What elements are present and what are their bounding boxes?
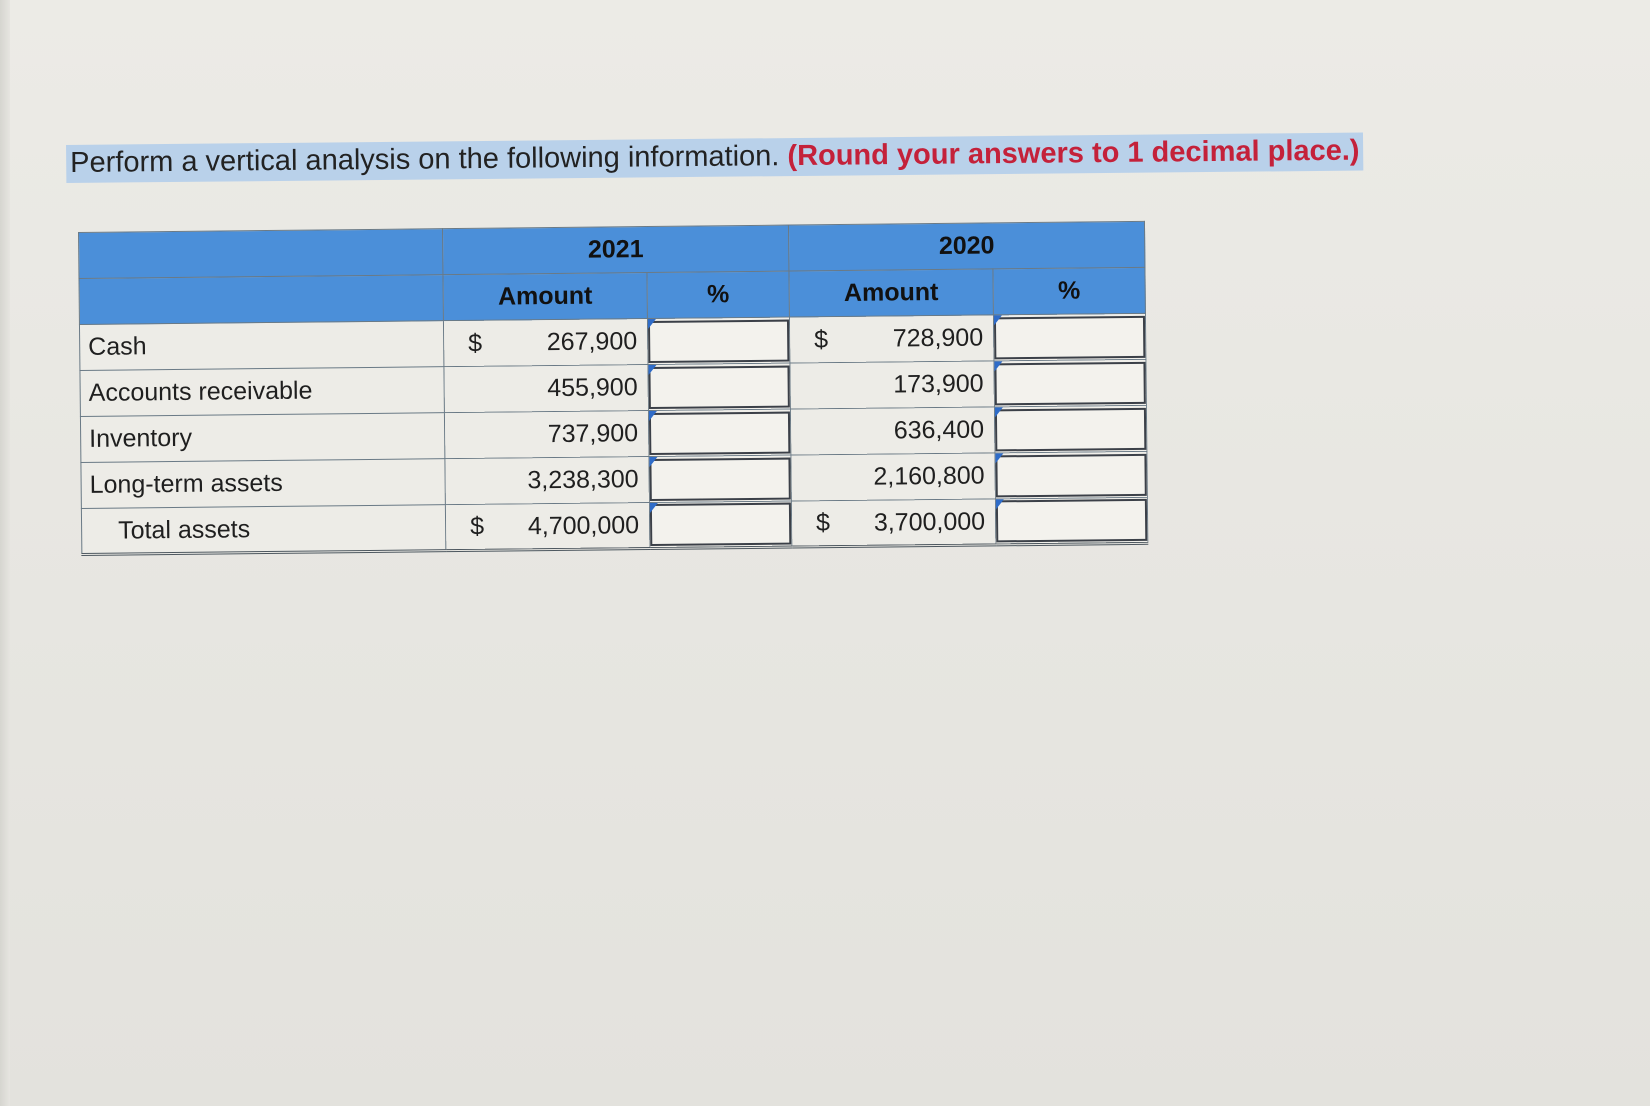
vertical-analysis-table [78, 221, 1148, 556]
amount-2021-accounts-receivable [444, 365, 648, 413]
amount-2020-total-assets [791, 499, 995, 547]
amount-value: 3,238,300 [527, 465, 639, 495]
amount-2021-cash [443, 319, 647, 367]
dollar-sign: $ [469, 512, 485, 541]
amount-2020-cash [789, 315, 993, 363]
pct-2020-inventory-cell [994, 405, 1146, 453]
amount-value: 173,900 [893, 369, 984, 399]
input-marker-icon [994, 361, 1002, 371]
pct-2020-ar-cell [994, 359, 1146, 407]
amount-value: 737,900 [547, 419, 639, 449]
input-marker-icon [649, 411, 657, 421]
amount-2020-accounts-receivable [790, 361, 994, 409]
blank-header-cell [79, 229, 443, 279]
row-label-inventory: Inventory [80, 413, 444, 463]
pct-2021-lta-cell [649, 455, 791, 502]
table-row-total-assets [81, 497, 1147, 554]
pct-2020-accounts-receivable-input[interactable] [994, 361, 1145, 405]
input-marker-icon [994, 315, 1002, 325]
dollar-sign: $ [815, 508, 831, 537]
dollar-sign: $ [814, 325, 829, 354]
input-marker-icon [995, 407, 1003, 417]
pct-2021-ar-cell [648, 363, 790, 410]
vertical-analysis-table-container [78, 221, 1148, 556]
percent-header-2020: % [993, 267, 1145, 315]
pct-2020-total-assets-input[interactable] [996, 499, 1147, 543]
pct-2020-cash-input[interactable] [994, 315, 1145, 359]
pct-2020-cash-cell [993, 313, 1145, 361]
amount-2020-long-term-assets [791, 453, 995, 501]
amount-value: 4,700,000 [527, 510, 640, 540]
pct-2021-accounts-receivable-input[interactable] [648, 365, 789, 408]
pct-2020-lta-cell [995, 451, 1147, 499]
amount-header-2021: Amount [443, 273, 647, 321]
input-marker-icon [648, 319, 656, 329]
row-label-total-assets: Total assets [81, 505, 445, 555]
pct-2020-inventory-input[interactable] [995, 407, 1146, 451]
prompt-text: Perform a vertical analysis on the following information. [70, 140, 780, 179]
pct-2021-total-assets-input[interactable] [650, 503, 791, 546]
input-marker-icon [995, 453, 1003, 463]
pct-2021-inventory-cell [648, 409, 790, 456]
input-marker-icon [648, 365, 656, 375]
amount-value: 267,900 [546, 327, 638, 357]
pct-2021-total-cell [649, 501, 791, 548]
year-header-2021: 2021 [442, 225, 788, 275]
amount-header-2020: Amount [789, 269, 993, 317]
input-marker-icon [650, 503, 658, 513]
amount-value: 2,160,800 [873, 461, 985, 491]
pct-2020-total-cell [995, 497, 1147, 545]
row-label-accounts-receivable: Accounts receivable [80, 367, 444, 417]
year-header-2020: 2020 [788, 221, 1144, 271]
dollar-sign: $ [468, 328, 483, 357]
amount-value: 728,900 [892, 323, 984, 353]
input-marker-icon [996, 499, 1004, 509]
row-label-cash: Cash [79, 321, 443, 371]
amount-2021-inventory [444, 411, 648, 459]
amount-value: 455,900 [547, 373, 638, 403]
percent-header-2021: % [647, 271, 789, 318]
row-label-long-term-assets: Long-term assets [81, 459, 445, 509]
pct-2021-long-term-assets-input[interactable] [649, 457, 790, 500]
pct-2021-cash-cell [647, 317, 789, 364]
pct-2021-cash-input[interactable] [648, 319, 789, 362]
amount-2020-inventory [790, 407, 994, 455]
rounding-note: (Round your answers to 1 decimal place.) [787, 134, 1360, 173]
pct-2021-inventory-input[interactable] [649, 411, 790, 454]
input-marker-icon [649, 457, 657, 467]
blank-subheader-cell [79, 275, 443, 325]
page-edge [0, 0, 10, 1106]
amount-value: 3,700,000 [873, 507, 986, 537]
amount-value: 636,400 [893, 415, 985, 445]
amount-2021-long-term-assets [445, 457, 649, 505]
amount-2021-total-assets [445, 503, 649, 551]
pct-2020-long-term-assets-input[interactable] [995, 453, 1146, 497]
